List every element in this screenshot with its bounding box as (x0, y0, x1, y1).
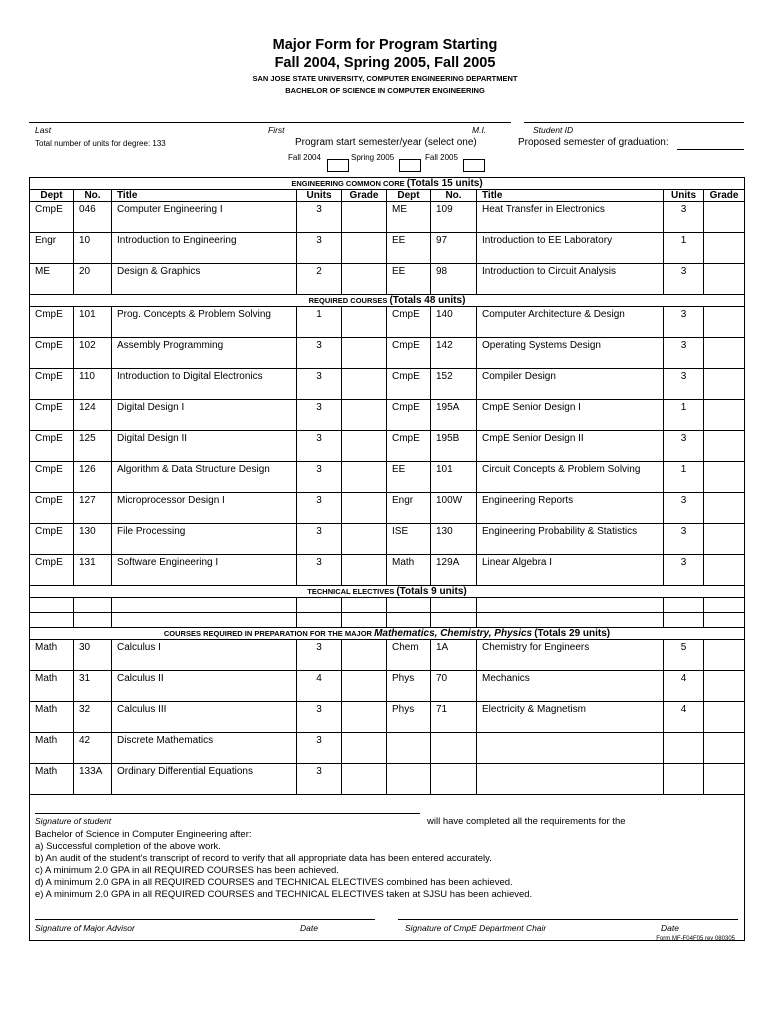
graduation-label: Proposed semester of graduation: (518, 137, 669, 148)
course-number: 152 (431, 369, 477, 400)
course-units: 1 (664, 462, 704, 493)
course-units: 3 (297, 233, 342, 264)
course-dept: CmpE (30, 307, 74, 338)
course-title: Discrete Mathematics (112, 733, 297, 764)
course-title: Assembly Programming (112, 338, 297, 369)
course-dept: EE (387, 462, 431, 493)
grade-cell[interactable] (342, 431, 387, 462)
course-dept: EE (387, 233, 431, 264)
grade-cell[interactable] (704, 555, 745, 586)
option-fall-2005-checkbox[interactable] (463, 159, 485, 172)
degree-after-text: Bachelor of Science in Computer Engineering after: (35, 829, 252, 840)
course-dept: CmpE (387, 400, 431, 431)
course-row (30, 764, 745, 795)
course-units: 1 (297, 307, 342, 338)
col-grade: Grade (704, 190, 745, 202)
course-dept: Math (30, 764, 74, 795)
course-dept: CmpE (30, 338, 74, 369)
course-title: Prog. Concepts & Problem Solving (112, 307, 297, 338)
column-headers (30, 190, 745, 202)
course-number: 20 (74, 264, 112, 295)
course-dept (387, 733, 431, 764)
section-required-total: (Totals 48 units) (389, 295, 466, 306)
course-title: Introduction to Engineering (112, 233, 297, 264)
course-title: Ordinary Differential Equations (112, 764, 297, 795)
course-units: 3 (297, 733, 342, 764)
course-number: 97 (431, 233, 477, 264)
course-dept: ISE (387, 524, 431, 555)
grade-cell[interactable] (342, 764, 387, 795)
grade-cell[interactable] (704, 462, 745, 493)
course-table (29, 177, 745, 941)
grade-cell[interactable] (704, 338, 745, 369)
course-dept: CmpE (30, 493, 74, 524)
course-number: 131 (74, 555, 112, 586)
grade-cell[interactable] (704, 733, 745, 764)
course-units: 3 (664, 493, 704, 524)
col-title: Title (477, 190, 664, 202)
course-number: 42 (74, 733, 112, 764)
course-row (30, 733, 745, 764)
course-dept: Phys (387, 702, 431, 733)
grade-cell[interactable] (704, 524, 745, 555)
grade-cell[interactable] (342, 640, 387, 671)
course-row (30, 369, 745, 400)
course-dept: CmpE (30, 202, 74, 233)
course-row (30, 233, 745, 264)
course-dept: CmpE (30, 555, 74, 586)
grade-cell[interactable] (342, 202, 387, 233)
col-dept: Dept (387, 190, 431, 202)
course-row (30, 493, 745, 524)
form-title: Major Form for Program Starting (272, 37, 498, 53)
course-units: 3 (297, 764, 342, 795)
course-number: 109 (431, 202, 477, 233)
advisor-date-label: Date (300, 923, 318, 933)
course-units: 3 (297, 431, 342, 462)
course-row (30, 202, 745, 233)
course-dept: CmpE (387, 431, 431, 462)
requirement-a: a) Successful completion of the above work. (35, 841, 221, 852)
course-units: 5 (664, 640, 704, 671)
course-units (664, 764, 704, 795)
col-title: Title (112, 190, 297, 202)
course-number: 125 (74, 431, 112, 462)
course-number: 1A (431, 640, 477, 671)
col-grade: Grade (342, 190, 387, 202)
course-number: 32 (74, 702, 112, 733)
course-units: 1 (664, 233, 704, 264)
grade-cell[interactable] (704, 202, 745, 233)
course-title: Chemistry for Engineers (477, 640, 664, 671)
advisor-signature-line[interactable] (35, 919, 375, 920)
course-number: 195B (431, 431, 477, 462)
section-tech-label: TECHNICAL ELECTIVES (307, 587, 395, 596)
course-number: 046 (74, 202, 112, 233)
grade-cell[interactable] (704, 264, 745, 295)
section-prep-total: (Totals 29 units) (534, 628, 611, 639)
chair-signature-label: Signature of CmpE Department Chair (405, 923, 547, 933)
course-number: 30 (74, 640, 112, 671)
requirement-c: c) A minimum 2.0 GPA in all REQUIRED COURSES has been achieved. (35, 865, 339, 876)
course-dept: CmpE (30, 524, 74, 555)
section-core-label: ENGINEERING COMMON CORE (291, 179, 405, 188)
course-units: 3 (297, 702, 342, 733)
col-no: No. (431, 190, 477, 202)
first-name-label: First (268, 125, 285, 135)
option-fall-2004-label: Fall 2004 (288, 153, 321, 162)
course-title: Calculus III (112, 702, 297, 733)
student-id-label: Student ID (533, 125, 574, 135)
middle-initial-label: M.I. (472, 125, 487, 135)
course-units: 3 (664, 338, 704, 369)
grade-cell[interactable] (704, 233, 745, 264)
course-units: 3 (664, 264, 704, 295)
will-complete-text: will have completed all the requirements for the (427, 816, 626, 827)
course-dept: CmpE (30, 369, 74, 400)
grade-cell[interactable] (342, 307, 387, 338)
section-tech-total: (Totals 9 units) (396, 586, 467, 597)
section-prep-label: COURSES REQUIRED IN PREPARATION FOR THE MAJOR (163, 629, 372, 638)
course-dept: CmpE (387, 307, 431, 338)
section-required-header (30, 295, 745, 307)
course-title: Mechanics (477, 671, 664, 702)
col-units: Units (664, 190, 704, 202)
student-signature-line[interactable] (35, 813, 420, 814)
course-title: Design & Graphics (112, 264, 297, 295)
course-row (30, 338, 745, 369)
course-dept: Math (30, 733, 74, 764)
course-title: Calculus II (112, 671, 297, 702)
option-spring-2005-label: Spring 2005 (351, 153, 395, 162)
course-row (30, 462, 745, 493)
course-units (664, 733, 704, 764)
grade-cell[interactable] (342, 400, 387, 431)
course-units: 2 (297, 264, 342, 295)
course-row (30, 431, 745, 462)
requirement-d: d) A minimum 2.0 GPA in all REQUIRED COURSES and TECHNICAL ELECTIVES combined has been achieved. (35, 877, 513, 888)
grade-cell[interactable] (704, 671, 745, 702)
course-dept: CmpE (30, 431, 74, 462)
grade-cell[interactable] (342, 555, 387, 586)
course-title: Introduction to Circuit Analysis (477, 264, 664, 295)
advisor-signature-label: Signature of Major Advisor (35, 923, 135, 933)
course-number: 124 (74, 400, 112, 431)
course-title: Computer Engineering I (112, 202, 297, 233)
course-number: 70 (431, 671, 477, 702)
course-title: Digital Design I (112, 400, 297, 431)
course-title (477, 764, 664, 795)
tech-elective-row[interactable] (30, 598, 745, 613)
course-units: 3 (664, 431, 704, 462)
grade-cell[interactable] (704, 431, 745, 462)
grade-cell[interactable] (342, 338, 387, 369)
course-number: 101 (431, 462, 477, 493)
option-fall-2004-checkbox[interactable] (327, 159, 349, 172)
course-number: 140 (431, 307, 477, 338)
course-units: 3 (297, 524, 342, 555)
course-units: 3 (664, 202, 704, 233)
grade-cell[interactable] (704, 369, 745, 400)
section-core-header (30, 178, 745, 190)
course-title: Digital Design II (112, 431, 297, 462)
course-number: 130 (431, 524, 477, 555)
units-for-degree: Total number of units for degree: 133 (35, 139, 166, 148)
course-number: 129A (431, 555, 477, 586)
student-id-line[interactable] (524, 122, 744, 123)
course-number: 71 (431, 702, 477, 733)
course-units: 1 (664, 400, 704, 431)
course-units: 4 (297, 671, 342, 702)
course-number: 31 (74, 671, 112, 702)
course-units: 3 (664, 369, 704, 400)
course-number: 100W (431, 493, 477, 524)
chair-signature-line[interactable] (398, 919, 738, 920)
course-number (431, 764, 477, 795)
course-number: 127 (74, 493, 112, 524)
course-dept: EE (387, 264, 431, 295)
option-fall-2005-label: Fall 2005 (425, 153, 458, 162)
grade-cell[interactable] (704, 493, 745, 524)
course-row (30, 400, 745, 431)
course-number: 110 (74, 369, 112, 400)
form-revision: Form MF-F04F05 rev 080305 (656, 936, 735, 942)
course-units: 3 (297, 462, 342, 493)
section-required-label: REQUIRED COURSES (308, 296, 388, 305)
form-subtitle: Fall 2004, Spring 2005, Fall 2005 (274, 55, 496, 71)
course-dept: Math (387, 555, 431, 586)
course-number (431, 733, 477, 764)
course-row (30, 307, 745, 338)
course-dept: Engr (387, 493, 431, 524)
course-title: Introduction to EE Laboratory (477, 233, 664, 264)
course-title: Microprocessor Design I (112, 493, 297, 524)
grade-cell[interactable] (704, 702, 745, 733)
course-title: Introduction to Digital Electronics (112, 369, 297, 400)
section-core-total: (Totals 15 units) (406, 178, 483, 189)
course-units: 4 (664, 702, 704, 733)
course-title: CmpE Senior Design II (477, 431, 664, 462)
course-title: Circuit Concepts & Problem Solving (477, 462, 664, 493)
course-title: CmpE Senior Design I (477, 400, 664, 431)
course-row (30, 640, 745, 671)
course-row (30, 264, 745, 295)
course-number: 126 (74, 462, 112, 493)
course-number: 10 (74, 233, 112, 264)
course-units: 3 (664, 307, 704, 338)
course-number: 98 (431, 264, 477, 295)
course-title (477, 733, 664, 764)
course-row (30, 671, 745, 702)
col-units: Units (297, 190, 342, 202)
option-spring-2005-checkbox[interactable] (399, 159, 421, 172)
grade-cell[interactable] (342, 493, 387, 524)
course-number: 130 (74, 524, 112, 555)
course-dept: Phys (387, 671, 431, 702)
course-title: Computer Architecture & Design (477, 307, 664, 338)
course-dept: ME (387, 202, 431, 233)
col-no: No. (74, 190, 112, 202)
grade-cell[interactable] (704, 307, 745, 338)
course-units: 3 (664, 555, 704, 586)
course-title: Electricity & Magnetism (477, 702, 664, 733)
course-dept: CmpE (30, 462, 74, 493)
tech-elective-row[interactable] (30, 613, 745, 628)
core-courses (30, 202, 745, 295)
course-dept: CmpE (387, 369, 431, 400)
course-title: Operating Systems Design (477, 338, 664, 369)
course-number: 101 (74, 307, 112, 338)
grade-cell[interactable] (342, 702, 387, 733)
graduation-line[interactable] (677, 149, 744, 150)
section-prep-subjects: Mathematics, Chemistry, Physics (374, 628, 533, 639)
course-dept: Math (30, 702, 74, 733)
grade-cell[interactable] (342, 369, 387, 400)
course-title: Calculus I (112, 640, 297, 671)
course-title: Heat Transfer in Electronics (477, 202, 664, 233)
course-title: Compiler Design (477, 369, 664, 400)
course-dept: CmpE (387, 338, 431, 369)
requirement-e: e) A minimum 2.0 GPA in all REQUIRED COURSES and TECHNICAL ELECTIVES taken at SJSU has been achieved. (35, 889, 533, 900)
grade-cell[interactable] (704, 764, 745, 795)
course-title: Software Engineering I (112, 555, 297, 586)
grade-cell[interactable] (342, 671, 387, 702)
name-line[interactable] (29, 122, 511, 123)
course-dept: Engr (30, 233, 74, 264)
course-dept: ME (30, 264, 74, 295)
last-name-label: Last (35, 125, 52, 135)
student-signature-label: Signature of student (35, 816, 112, 826)
course-units: 3 (297, 493, 342, 524)
grade-cell[interactable] (342, 233, 387, 264)
course-number: 133A (74, 764, 112, 795)
course-number: 102 (74, 338, 112, 369)
university-name: SAN JOSE STATE UNIVERSITY, COMPUTER ENGINEERING DEPARTMENT (252, 74, 518, 83)
course-units: 3 (297, 369, 342, 400)
course-number: 195A (431, 400, 477, 431)
grade-cell[interactable] (704, 400, 745, 431)
chair-date-label: Date (661, 923, 679, 933)
program-start-label: Program start semester/year (select one) (295, 137, 477, 148)
course-units: 3 (297, 400, 342, 431)
course-dept: Math (30, 640, 74, 671)
section-prep-header (30, 628, 745, 640)
course-row (30, 702, 745, 733)
col-dept: Dept (30, 190, 74, 202)
course-title: Engineering Reports (477, 493, 664, 524)
course-dept: Chem (387, 640, 431, 671)
course-units: 4 (664, 671, 704, 702)
course-units: 3 (297, 555, 342, 586)
required-courses (30, 307, 745, 586)
course-row (30, 524, 745, 555)
course-dept (387, 764, 431, 795)
course-title: File Processing (112, 524, 297, 555)
course-row (30, 555, 745, 586)
section-tech-header (30, 586, 745, 598)
course-dept: CmpE (30, 400, 74, 431)
requirement-b: b) An audit of the student's transcript of record to verify that all appropriate data has been entered accurately. (35, 853, 492, 864)
degree-name: BACHELOR OF SCIENCE IN COMPUTER ENGINEERING (285, 86, 485, 95)
grade-cell[interactable] (342, 462, 387, 493)
course-units: 3 (297, 640, 342, 671)
grade-cell[interactable] (704, 640, 745, 671)
grade-cell[interactable] (342, 264, 387, 295)
course-units: 3 (297, 338, 342, 369)
course-title: Linear Algebra I (477, 555, 664, 586)
grade-cell[interactable] (342, 733, 387, 764)
course-title: Algorithm & Data Structure Design (112, 462, 297, 493)
course-title: Engineering Probability & Statistics (477, 524, 664, 555)
grade-cell[interactable] (342, 524, 387, 555)
course-number: 142 (431, 338, 477, 369)
course-dept: Math (30, 671, 74, 702)
course-units: 3 (664, 524, 704, 555)
course-units: 3 (297, 202, 342, 233)
prep-courses (30, 640, 745, 795)
